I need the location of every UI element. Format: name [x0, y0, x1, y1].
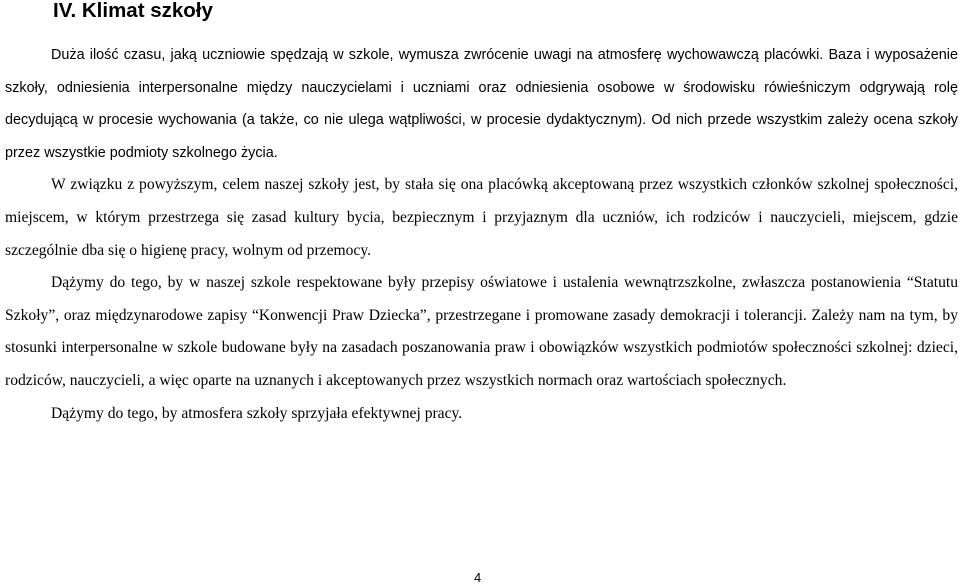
paragraph: W związku z powyższym, celem naszej szkoły jest, by stała się ona placówką akceptowaną przez wszystkich członków szkolnej społeczności, miejscem, w którym przestrzega się zasad kultury bycia, bezpiecznym i przyjaznym dla uczniów, ich rodziców i nauczycieli, miejscem, gdzie szczególnie dba się o higienę pracy, wolnym od przemocy. [5, 176, 958, 259]
page-number: 4 [474, 570, 482, 585]
paragraph: Duża ilość czasu, jaką uczniowie spędzają w szkole, wymusza zwrócenie uwagi na atmosferę wychowawczą placówki. Baza i wyposażenie szkoły, odniesienia interpersonalne między nauczycielami i uczniami oraz odniesienia osobowe w środowisku rówieśniczym odgrywają rolę decydującą w procesie wychowania (a także, co nie ulega wątpliwości, w procesie dydaktycznym). Od nich przede wszystkim zależy ocena szkoły przez wszystkie podmioty szkolnego życia. [5, 47, 958, 161]
section-heading: IV. Klimat szkoły [53, 0, 213, 22]
paragraph: Dążymy do tego, by atmosfera szkoły sprzyjała efektywnej pracy. [51, 404, 463, 422]
section-body [5, 39, 958, 430]
paragraph: Dążymy do tego, by w naszej szkole respektowane były przepisy oświatowe i ustalenia wewnątrzszkolne, zwłaszcza postanowienia “Statutu Szkoły”, oraz międzynarodowe zapisy “Konwencji Praw Dziecka”, przestrzegane i promowane zasady demokracji i tolerancji. Zależy nam na tym, by stosunki interpersonalne w szkole budowane były na zasadach poszanowania praw i obowiązków wszystkich podmiotów społeczności szkolnej: dzieci, rodziców, nauczycieli, a więc oparte na uznanych i akceptowanych przez wszystkich normach oraz wartościach społecznych. [5, 274, 958, 389]
